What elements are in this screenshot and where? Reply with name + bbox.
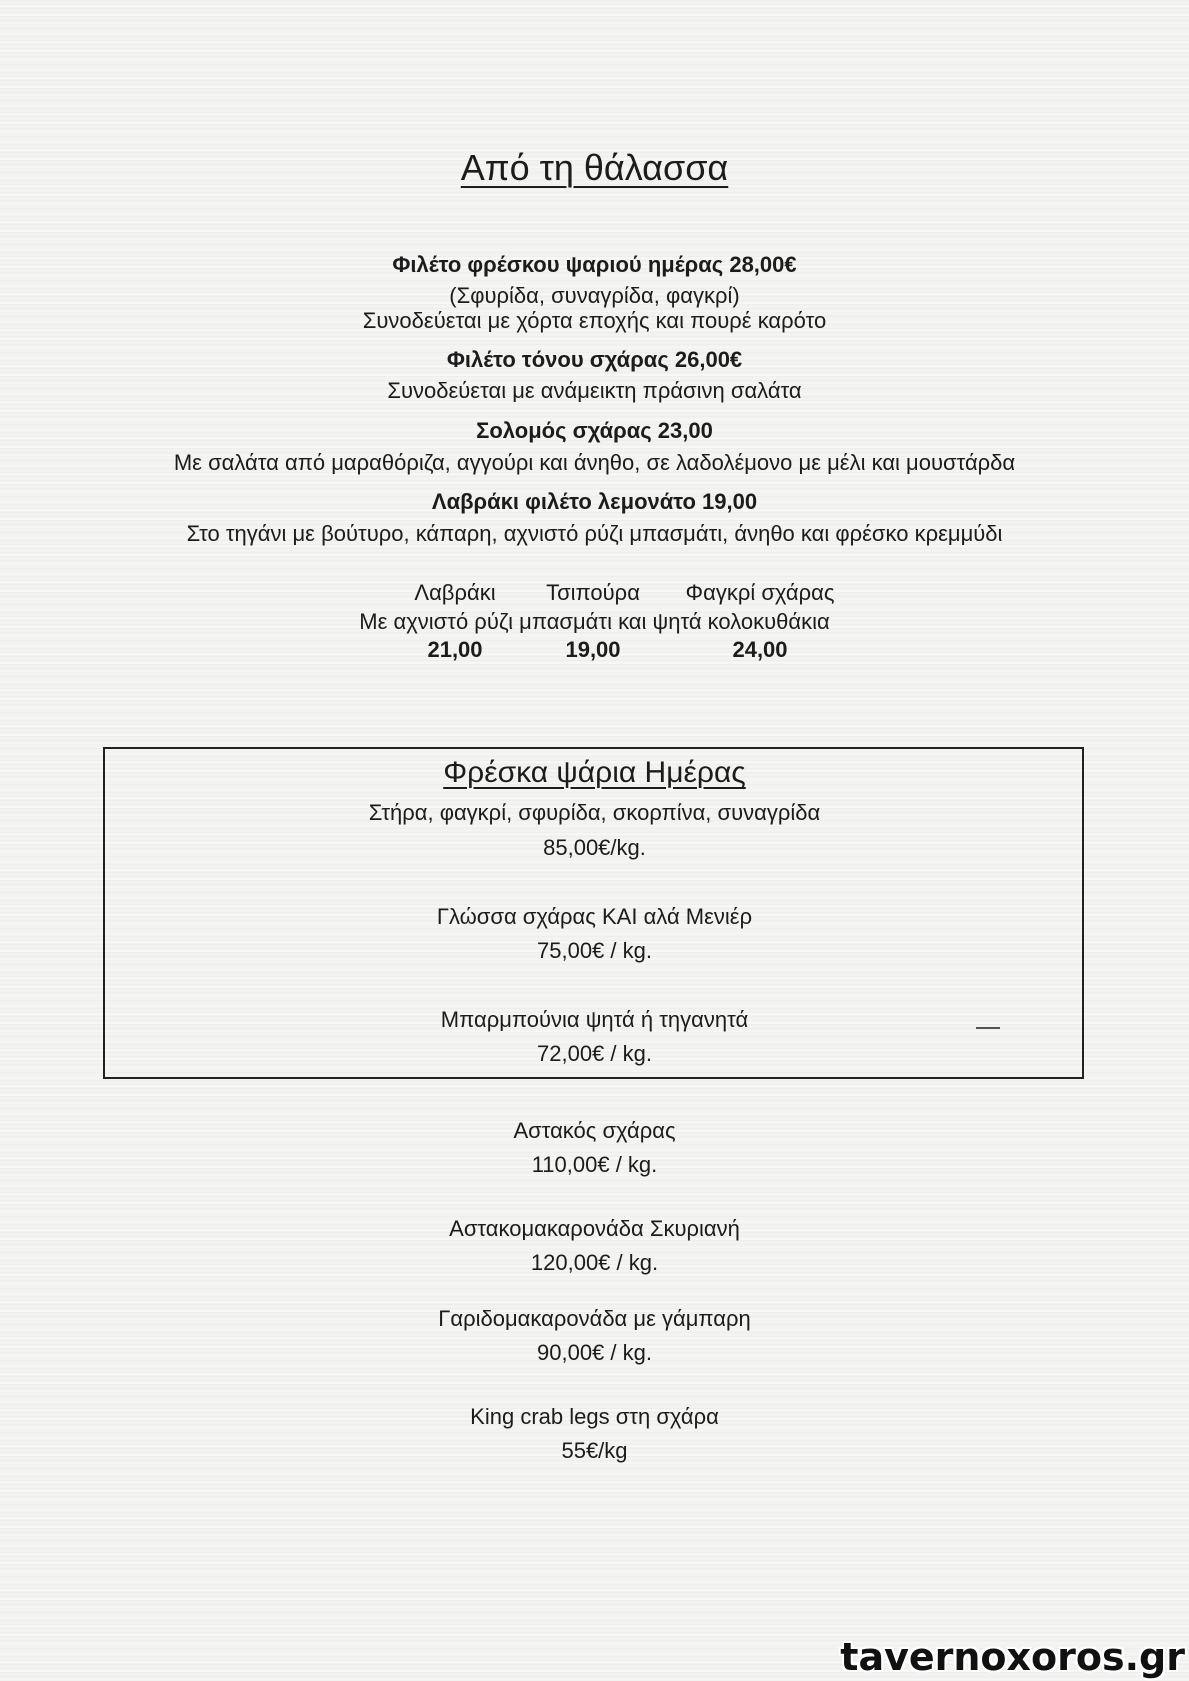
extra-item-name: Αστακός σχάρας — [513, 1118, 676, 1143]
extra-item-price: 55€/kg — [561, 1438, 628, 1463]
site-watermark: tavernoxoros.gr — [840, 1635, 1185, 1679]
extra-item-name: King crab legs στη σχάρα — [470, 1404, 719, 1429]
item-salmon-title: Σολομός σχάρας 23,00 — [476, 418, 713, 443]
grilled-fish-name-seabream: Τσιπούρα — [546, 580, 640, 605]
fresh-fish-entry-name: Μπαρμπούνια ψητά ή τηγανητά — [440, 1007, 749, 1032]
extra-item-price: 120,00€ / kg. — [530, 1250, 659, 1275]
item-fish-fillet-description: Συνοδεύεται με χόρτα εποχής και πουρέ καρότο — [362, 308, 827, 333]
extra-item-name: Γαριδομακαρονάδα με γάμπαρη — [438, 1306, 751, 1331]
grilled-fish-price-seabass: 21,00 — [427, 637, 483, 662]
fresh-fish-box-title: Φρέσκα ψάρια Ημέρας — [443, 756, 746, 789]
item-fish-fillet-title: Φιλέτο φρέσκου ψαριού ημέρας 28,00€ — [392, 252, 797, 277]
page-title: Από τη θάλασσα — [460, 147, 729, 188]
item-tuna-title: Φιλέτο τόνου σχάρας 26,00€ — [446, 347, 743, 372]
fresh-fish-entry-name: Γλώσσα σχάρας ΚΑΙ αλά Μενιέρ — [436, 904, 753, 929]
fresh-fish-entry-name: Στήρα, φαγκρί, σφυρίδα, σκορπίνα, συναγρίδα — [368, 800, 821, 825]
item-seabass-title: Λαβράκι φιλέτο λεμονάτο 19,00 — [431, 489, 758, 514]
fresh-fish-entry-price: 72,00€ / kg. — [537, 1041, 652, 1066]
stray-mark — [976, 1027, 1000, 1029]
item-tuna-description: Συνοδεύεται με ανάμεικτη πράσινη σαλάτα — [387, 378, 802, 403]
grilled-fish-price-seabream: 19,00 — [565, 637, 621, 662]
grilled-fish-description: Με αχνιστό ρύζι μπασμάτι και ψητά κολοκυθάκια — [359, 609, 830, 634]
item-seabass-description: Στο τηγάνι με βούτυρο, κάπαρη, αχνιστό ρύζι μπασμάτι, άνηθο και φρέσκο κρεμμύδι — [186, 521, 1003, 546]
item-salmon-description: Με σαλάτα από μαραθόριζα, αγγούρι και άνηθο, σε λαδολέμονο με μέλι και μουστάρδα — [173, 450, 1016, 475]
grilled-fish-name-seabass: Λαβράκι — [414, 580, 496, 605]
grilled-fish-price-red-porgy: 24,00 — [732, 637, 788, 662]
extra-item-price: 90,00€ / kg. — [537, 1340, 652, 1365]
fresh-fish-entry-price: 85,00€/kg. — [543, 835, 646, 860]
item-fish-fillet-fish-types: (Σφυρίδα, συναγρίδα, φαγκρί) — [449, 283, 740, 308]
fresh-fish-entry-price: 75,00€ / kg. — [537, 938, 652, 963]
grilled-fish-name-red-porgy: Φαγκρί σχάρας — [685, 580, 835, 605]
extra-item-name: Αστακομακαρονάδα Σκυριανή — [449, 1216, 740, 1241]
extra-item-price: 110,00€ / kg. — [531, 1152, 658, 1177]
